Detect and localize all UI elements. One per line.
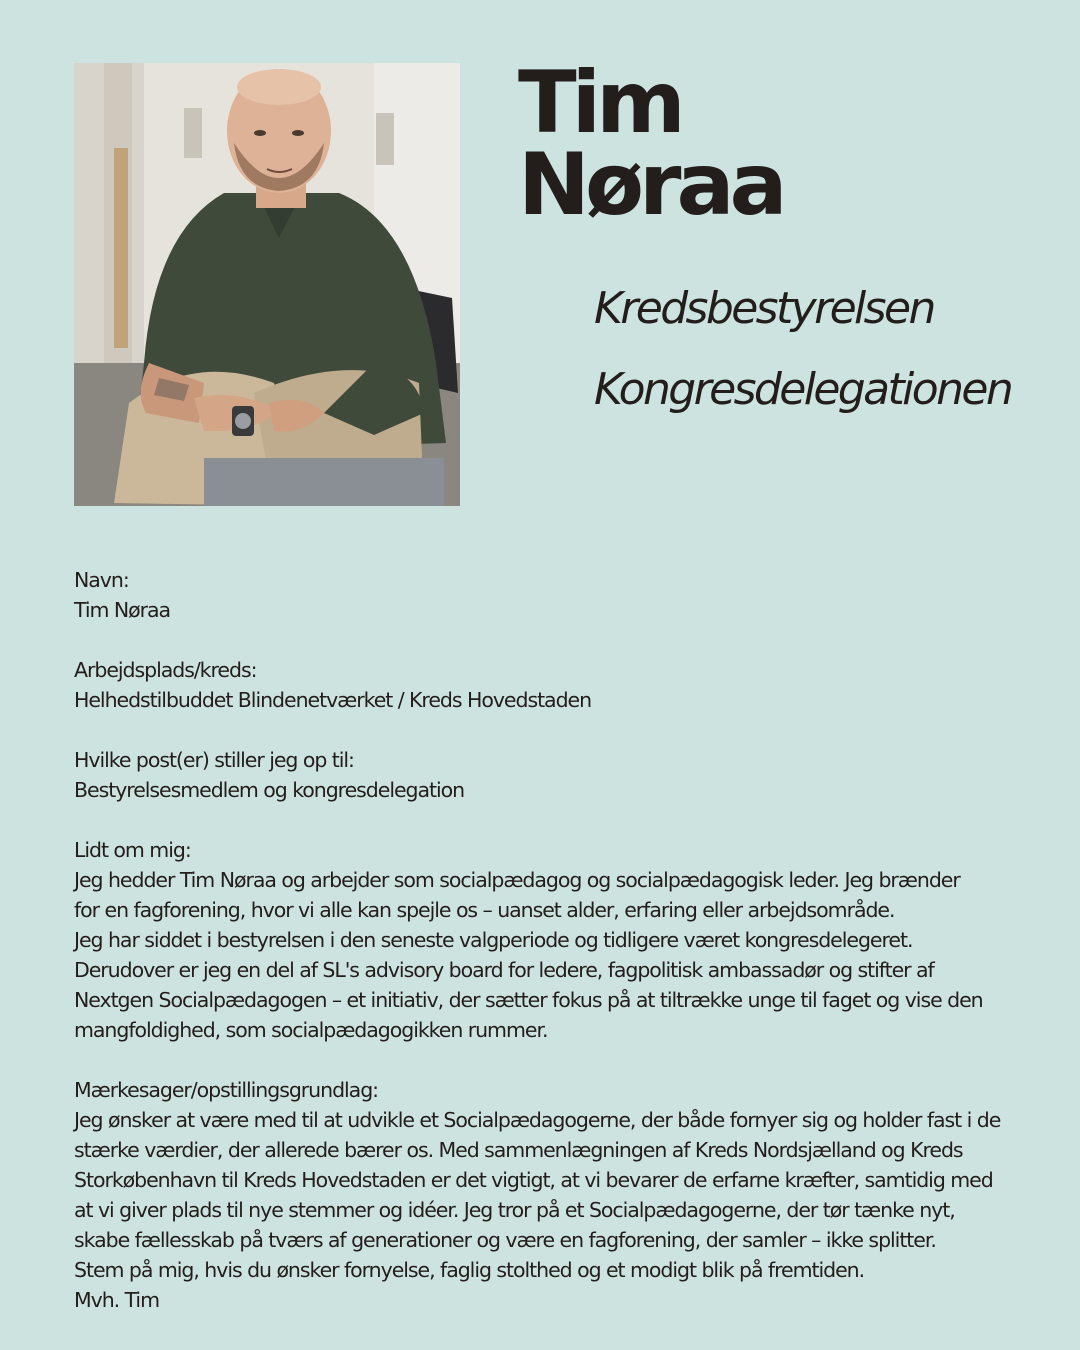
role-kongresdelegationen: Kongresdelegationen bbox=[594, 364, 1012, 415]
section-label: Arbejdsplads/kreds: bbox=[74, 658, 257, 682]
section-text: Jeg hedder Tim Nøraa og arbejder som socialpædagog og socialpædagogisk leder. Jeg brænder bbox=[74, 868, 960, 892]
section-maerkesager bbox=[74, 1075, 1014, 1315]
first-name: Tim bbox=[518, 53, 681, 153]
section-text: mangfoldighed, som socialpædagogikken rummer. bbox=[74, 1018, 548, 1042]
section-text: Bestyrelsesmedlem og kongresdelegation bbox=[74, 778, 465, 802]
section-text: Storkøbenhavn til Kreds Hovedstaden er det vigtigt, at vi bevarer de erfarne kræfter, samtidig med bbox=[74, 1168, 993, 1192]
section-om-mig bbox=[74, 835, 1014, 1045]
role-kredsbestyrelsen: Kredsbestyrelsen bbox=[594, 283, 934, 334]
section-text: Helhedstilbuddet Blindenetværket / Kreds Hovedstaden bbox=[74, 688, 592, 712]
roles-list bbox=[594, 268, 1011, 430]
portrait-photo bbox=[74, 63, 460, 506]
section-text: stærke værdier, der allerede bærer os. Med sammenlægningen af Kreds Nordsjælland og Kreds bbox=[74, 1138, 963, 1162]
section-label: Lidt om mig: bbox=[74, 838, 191, 862]
section-label: Hvilke post(er) stiller jeg op til: bbox=[74, 748, 354, 772]
section-label: Mærkesager/opstillingsgrundlag: bbox=[74, 1078, 379, 1102]
last-name: Nøraa bbox=[518, 135, 783, 235]
section-text: for en fagforening, hvor vi alle kan spejle os – uanset alder, erfaring eller arbejdsområde. bbox=[74, 898, 895, 922]
portrait-icon bbox=[74, 63, 460, 506]
section-text: Nextgen Socialpædagogen – et initiativ, der sætter fokus på at tiltrække unge til faget og vise den bbox=[74, 988, 983, 1012]
section-text: Jeg ønsker at være med til at udvikle et Socialpædagogerne, der både fornyer sig og holder fast i de bbox=[74, 1108, 1001, 1132]
section-arbejdsplads bbox=[74, 655, 1014, 715]
candidate-info bbox=[74, 565, 1014, 1315]
section-navn bbox=[74, 565, 1014, 625]
section-text: skabe fællesskab på tværs af generationer og være en fagforening, der samler – ikke splitter. bbox=[74, 1228, 936, 1252]
section-label: Navn: bbox=[74, 568, 129, 592]
section-text: Derudover er jeg en del af SL's advisory board for ledere, fagpolitisk ambassadør og stifter af bbox=[74, 958, 934, 982]
section-text: Stem på mig, hvis du ønsker fornyelse, faglig stolthed og et modigt blik på fremtiden. bbox=[74, 1258, 865, 1282]
candidate-name-heading bbox=[518, 53, 783, 235]
section-text: Jeg har siddet i bestyrelsen i den seneste valgperiode og tidligere været kongresdelegeret. bbox=[74, 928, 913, 952]
sign-off: Mvh. Tim bbox=[74, 1288, 160, 1312]
section-poster bbox=[74, 745, 1014, 805]
section-text: Tim Nøraa bbox=[74, 598, 171, 622]
section-text: at vi giver plads til nye stemmer og idéer. Jeg tror på et Socialpædagogerne, der tør tænke nyt, bbox=[74, 1198, 955, 1222]
